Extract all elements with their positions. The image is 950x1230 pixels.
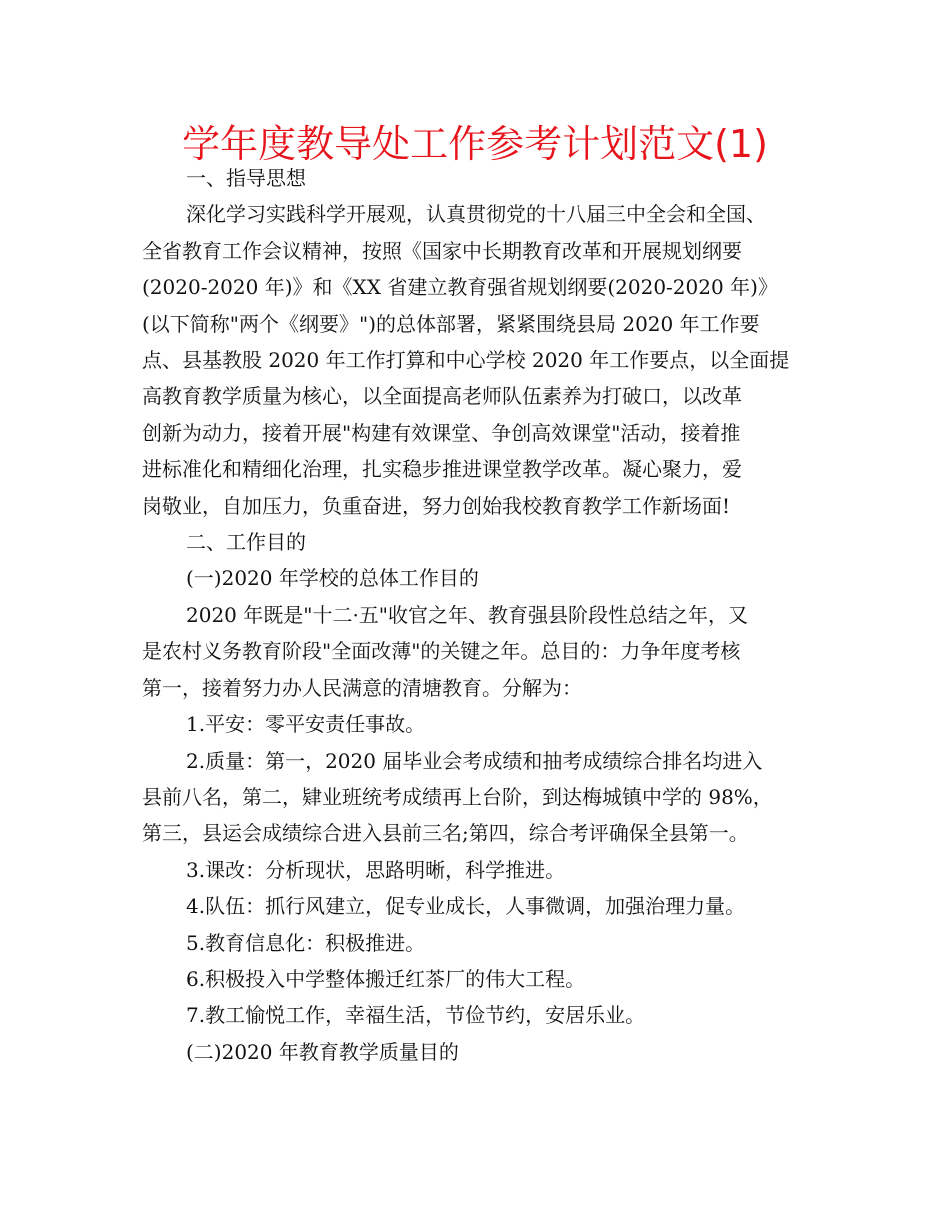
body-line: 5.教育信息化：积极推进。	[186, 930, 426, 955]
body-line: 深化学习实践科学开展观，认真贯彻党的十八届三中全会和全国、	[186, 202, 766, 227]
body-line: 第三，县运会成绩综合进入县前三名;第四，综合考评确保全县第一。	[142, 821, 749, 846]
body-line: (一)2020 年学校的总体工作目的	[186, 566, 479, 591]
body-line: (以下简称"两个《纲要》")的总体部署，紧紧围绕县局 2020 年工作要	[142, 311, 760, 336]
body-line: 1.平安：零平安责任事故。	[186, 712, 426, 737]
body-line: 3.课改：分析现状，思路明晰，科学推进。	[186, 857, 566, 882]
body-line: 全省教育工作会议精神，按照《国家中长期教育改革和开展规划纲要	[142, 238, 742, 263]
body-line: 高教育教学质量为核心，以全面提高老师队伍素养为打破口，以改革	[142, 384, 742, 409]
body-line: 一、指导思想	[186, 166, 306, 190]
body-line: 4.队伍：抓行风建立，促专业成长，人事微调，加强治理力量。	[186, 894, 746, 919]
body-line: 是农村义务教育阶段"全面改薄"的关键之年。总目的：力争年度考核	[142, 639, 741, 664]
body-line: 2.质量：第一，2020 届毕业会考成绩和抽考成绩综合排名均进入	[186, 748, 763, 773]
body-line: 7.教工愉悦工作，幸福生活，节俭节约，安居乐业。	[186, 1003, 646, 1028]
body-line: (二)2020 年教育教学质量目的	[186, 1039, 459, 1064]
body-line: 二、工作目的	[186, 530, 306, 555]
body-line: 创新为动力，接着开展"构建有效课堂、争创高效课堂"活动，接着推	[142, 420, 741, 445]
document-body	[142, 160, 822, 1070]
body-line: 县前八名，第二，肄业班统考成绩再上台阶，到达梅城镇中学的 98%，	[142, 784, 773, 809]
body-line: 岗敬业，自加压力，负重奋进，努力创始我校教育教学工作新场面!	[142, 493, 731, 518]
body-line: 6.积极投入中学整体搬迁红茶厂的伟大工程。	[186, 966, 586, 991]
body-line: 进标准化和精细化治理，扎实稳步推进课堂教学改革。凝心聚力，爱	[142, 457, 742, 482]
document-title: 学年度教导处工作参考计划范文(1)	[182, 122, 768, 166]
body-line: (2020-2020 年)》和《XX 省建立教育强省规划纲要(2020-2020 年)》	[142, 275, 778, 300]
body-line: 点、县基教股 2020 年工作打算和中心学校 2020 年工作要点，以全面提	[142, 348, 790, 373]
body-line: 第一，接着努力办人民满意的清塘教育。分解为：	[142, 675, 582, 700]
body-line: 2020 年既是"十二·五"收官之年、教育强县阶段性总结之年，又	[186, 602, 749, 627]
